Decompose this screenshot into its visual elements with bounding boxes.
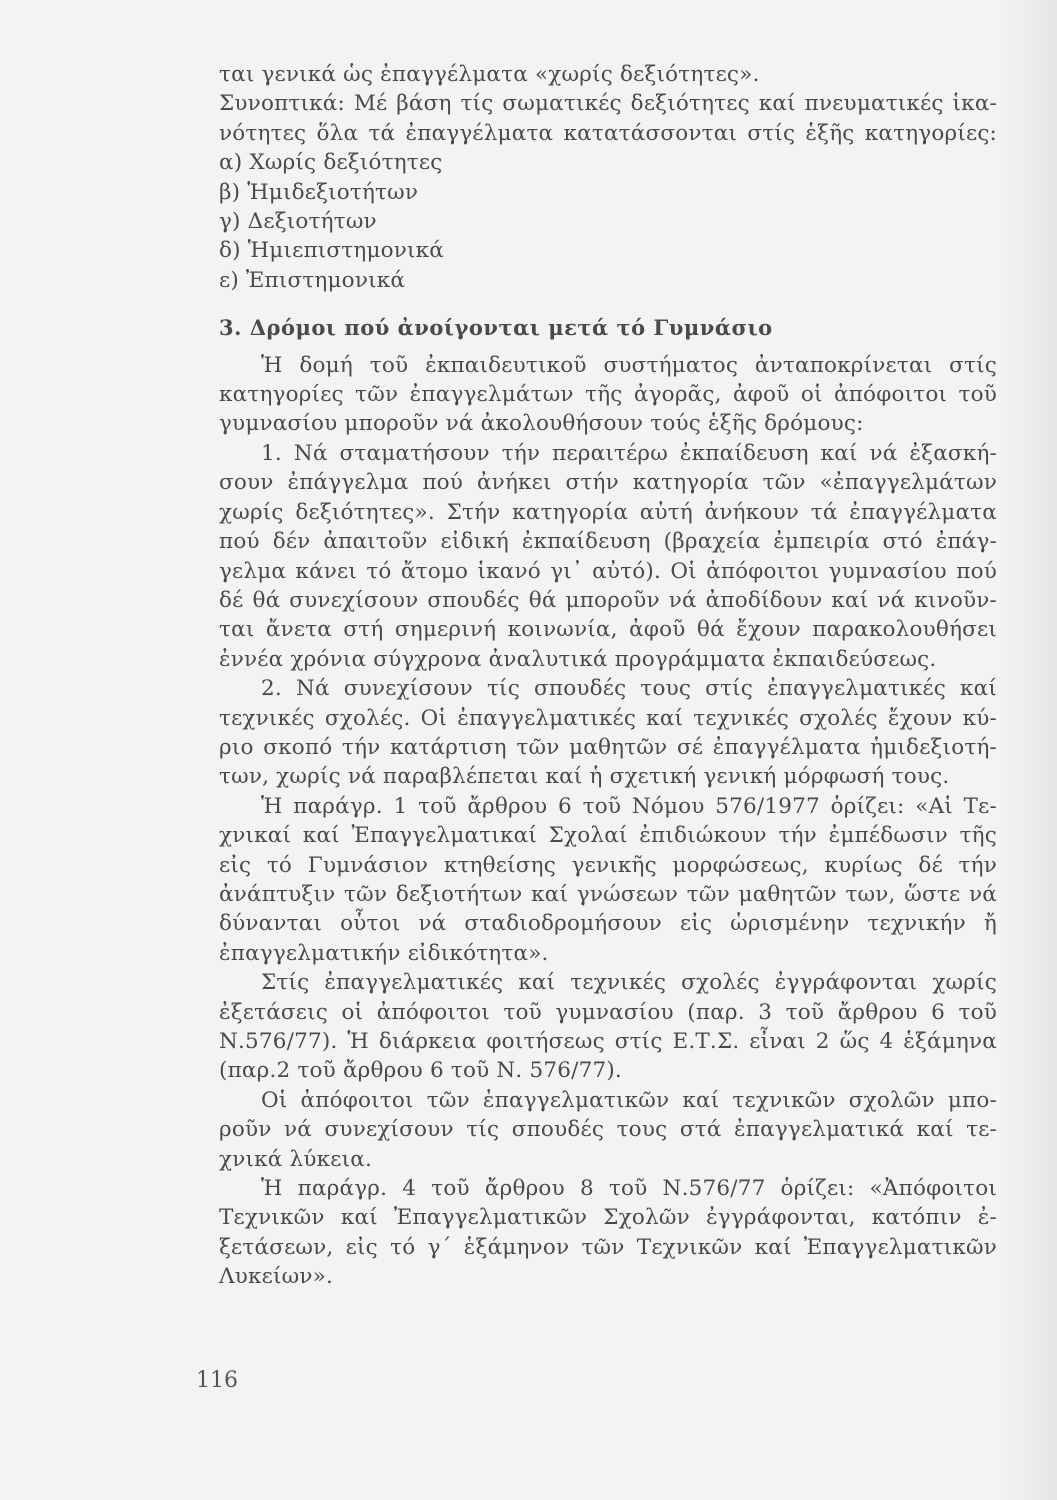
paragraph-line: ἐννέα χρόνια σύγχρονα ἀναλυτικά προγράμματα ἐκπαιδεύσεως. bbox=[219, 646, 937, 672]
paragraph-line: ἀνάπτυξιν τῶν δεξιοτήτων καί γνώσεων τῶν μαθητῶν των, ὥστε νά bbox=[219, 881, 997, 907]
paragraph-line: τεχνικές σχολές. Οἱ ἐπαγγελματικές καί τεχνικές σχολές ἔχουν κύ- bbox=[219, 705, 997, 731]
paragraph-line: κατηγορίες τῶν ἐπαγγελμάτων τῆς ἀγορᾶς, ἀφοῦ οἱ ἀπόφοιτοι τοῦ bbox=[219, 382, 997, 408]
category-item: γ) Δεξιοτήτων bbox=[219, 209, 377, 235]
paragraph-line: 2. Νά συνεχίσουν τίς σπουδές τους στίς ἐπαγγελματικές καί bbox=[261, 676, 997, 702]
paragraph-line: σουν ἐπάγγελμα πού ἀνήκει στήν κατηγορία τῶν «ἐπαγγελμάτων bbox=[219, 470, 997, 496]
category-item: δ) Ἡμιεπιστημονικά bbox=[219, 238, 445, 264]
paragraph-line: των, χωρίς νά παραβλέπεται καί ἡ σχετική γενική μόρφωσή τους. bbox=[219, 764, 950, 790]
paragraph-line: δέ θά συνεχίσουν σπουδές θά μποροῦν νά ἀποδίδουν καί νά κινοῦν- bbox=[219, 587, 997, 613]
paragraph-line: εἰς τό Γυμνάσιον κτηθείσης γενικῆς μορφώσεως, κυρίως δέ τήν bbox=[219, 852, 997, 878]
paragraph-line: Οἱ ἀπόφοιτοι τῶν ἐπαγγελματικῶν καί τεχνικῶν σχολῶν μπο- bbox=[261, 1087, 997, 1113]
intro-line: ται γενικά ὡς ἐπαγγέλματα «χωρίς δεξιότητες». bbox=[219, 62, 760, 87]
page-number: 116 bbox=[196, 1368, 238, 1393]
paragraph-line: ξετάσεων, εἰς τό γ΄ ἑξάμηνον τῶν Τεχνικῶν καί Ἐπαγγελματικῶν bbox=[219, 1234, 997, 1260]
paragraph-line: Ἡ δομή τοῦ ἐκπαιδευτικοῦ συστήματος ἀνταποκρίνεται στίς bbox=[261, 352, 997, 378]
category-item: α) Χωρίς δεξιότητες bbox=[219, 150, 443, 176]
paragraph-line: χνικά λύκεια. bbox=[219, 1146, 372, 1172]
intro-line: νότητες ὅλα τά ἐπαγγέλματα κατατάσσονται στίς ἑξῆς κατηγορίες: bbox=[219, 120, 997, 146]
paragraph-line: Ἡ παράγρ. 1 τοῦ ἄρθρου 6 τοῦ Νόμου 576/1977 ὁρίζει: «Αἱ Τε- bbox=[261, 793, 997, 819]
paragraph-line: ἐπαγγελματικήν εἰδικότητα». bbox=[219, 940, 549, 966]
paragraph-line: δύνανται οὗτοι νά σταδιοδρομήσουν εἰς ὡρισμένην τεχνικήν ἤ bbox=[219, 911, 997, 937]
paragraph-line: Τεχνικῶν καί Ἐπαγγελματικῶν Σχολῶν ἐγγράφονται, κατόπιν ἐ- bbox=[219, 1205, 997, 1231]
paragraph-line: πού δέν ἀπαιτοῦν εἰδική ἐκπαίδευση (βραχεία ἐμπειρία στό ἐπάγ- bbox=[219, 529, 997, 555]
category-item: β) Ἡμιδεξιοτήτων bbox=[219, 179, 419, 205]
paragraph-line: 1. Νά σταματήσουν τήν περαιτέρω ἐκπαίδευση καί νά ἐξασκή- bbox=[261, 440, 997, 466]
paragraph-line: (παρ.2 τοῦ ἄρθρου 6 τοῦ Ν. 576/77). bbox=[219, 1058, 622, 1084]
paragraph-line: ται ἄνετα στή σημερινή κοινωνία, ἀφοῦ θά ἔχουν παρακολουθήσει bbox=[219, 617, 997, 643]
paragraph-line: χωρίς δεξιότητες». Στήν κατηγορία αὐτή ἀνήκουν τά ἐπαγγέλματα bbox=[219, 499, 997, 525]
paragraph-line: Λυκείων». bbox=[219, 1264, 333, 1290]
paragraph-line: ἐξετάσεις οἱ ἀπόφοιτοι τοῦ γυμνασίου (παρ. 3 τοῦ ἄρθρου 6 τοῦ bbox=[219, 999, 997, 1025]
paragraph-line: ριο σκοπό τήν κατάρτιση τῶν μαθητῶν σέ ἐπαγγέλματα ἡμιδεξιοτή- bbox=[219, 734, 997, 760]
paragraph-line: γυμνασίου μποροῦν νά ἀκολουθήσουν τούς ἑξῆς δρόμους: bbox=[219, 411, 864, 437]
intro-line: Συνοπτικά: Μέ βάση τίς σωματικές δεξιότητες καί πνευματικές ἱκα- bbox=[219, 91, 997, 117]
category-item: ε) Ἐπιστημονικά bbox=[219, 267, 406, 293]
paragraph-line: Ν.576/77). Ἡ διάρκεια φοιτήσεως στίς Ε.Τ.Σ. εἶναι 2 ὥς 4 ἑξάμηνα bbox=[219, 1029, 997, 1054]
paragraph-line: χνικαί καί Ἐπαγγελματικαί Σχολαί ἐπιδιώκουν τήν ἐμπέδωσιν τῆς bbox=[219, 823, 997, 849]
paragraph-line: ροῦν νά συνεχίσουν τίς σπουδές τους στά ἐπαγγελματικά καί τε- bbox=[219, 1117, 997, 1143]
page-body bbox=[219, 60, 997, 1292]
page-edge-shadow bbox=[997, 0, 1057, 1500]
paragraph-line: Στίς ἐπαγγελματικές καί τεχνικές σχολές ἐγγράφονται χωρίς bbox=[261, 970, 997, 996]
paragraph-line: γελμα κάνει τό ἄτομο ἱκανό γι᾿ αὐτό). Οἱ ἀπόφοιτοι γυμνασίου πού bbox=[219, 558, 997, 584]
paragraph-line: Ἡ παράγρ. 4 τοῦ ἄρθρου 8 τοῦ Ν.576/77 ὁρίζει: «Ἀπόφοιτοι bbox=[261, 1176, 997, 1202]
section-heading: 3. Δρόμοι πού ἀνοίγονται μετά τό Γυμνάσιο bbox=[219, 315, 773, 341]
